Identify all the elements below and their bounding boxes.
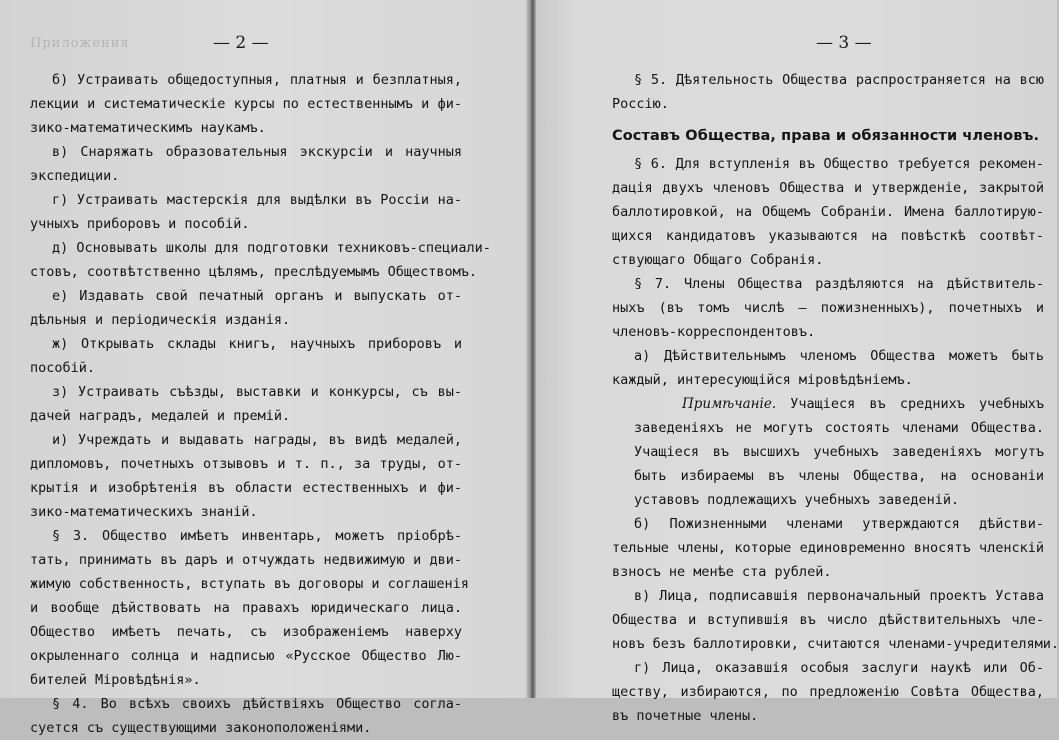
text-line: зико-математическихъ знанiй.: [30, 504, 258, 520]
text-line: ствующаго Общаго Собранiя.: [612, 252, 824, 268]
text-line: ществу, избираются, по предложенiю Совѣта Общества,: [612, 684, 1044, 700]
text-line: быть избираемы въ члены Общества, на основанiи: [634, 468, 1044, 484]
text-line: § 5. Дѣятельность Общества распространяется на всю: [634, 72, 1044, 88]
text-line: зико-математическимъ наукамъ.: [30, 120, 266, 136]
text-line: лекции и систематическiе курсы по естественнымъ и фи-: [30, 96, 462, 112]
text-line: окрыленнаго солнца и надписью «Русское Общество Лю-: [30, 648, 462, 664]
text-line: Россiю.: [612, 96, 669, 112]
text-line: в) Снаряжать образовательныя экскурсiи и научныя: [52, 144, 462, 160]
text-line: тать, принимать въ даръ и отчуждать недвижимую и дви-: [30, 552, 462, 568]
note-label: Примѣчанiе.: [682, 396, 777, 412]
right-page-text: [612, 68, 1059, 728]
text-line: дачей наградъ, медалей и премiй.: [30, 408, 291, 424]
text-line: Общества и вступившiя въ число дѣйствительныхъ чле-: [612, 612, 1044, 628]
text-line: г) Лица, оказавшiя особыя заслуги наукѣ или Об-: [634, 660, 1044, 676]
left-page-number: — 2 —: [213, 33, 269, 53]
right-page: [536, 0, 1059, 724]
text-line: и) Учреждать и выдавать награды, въ видѣ медалей,: [52, 432, 462, 448]
text-line: жимую собственность, вступать въ договоры и соглашенiя: [30, 576, 469, 592]
text-line: экспедиции.: [30, 168, 120, 184]
text-line: пособiй.: [30, 360, 96, 376]
text-line: членовъ-корреспондентовъ.: [612, 324, 816, 340]
text-line: Общество имѣетъ печать, съ изображенiемъ наверху: [30, 624, 462, 640]
text-line: Учащiеся въ высшихъ учебныхъ заведенiяхъ могутъ: [634, 444, 1044, 460]
text-line: ныхъ (въ томъ числѣ — пожизненныхъ), почетныхъ и: [612, 300, 1044, 316]
text-line: въ почетные члены.: [612, 708, 759, 724]
text-line: г) Устраивать мастерскiя для выдѣлки въ Россiи на-: [52, 192, 462, 208]
text-line: дацiя двухъ членовъ Общества и утвержденiе, закрытой: [612, 180, 1044, 196]
text-line: новъ безъ баллотировки, считаются членами-учредителями.: [612, 636, 1059, 652]
text-line: суется съ существующими законоположенiями.: [30, 720, 372, 736]
text-line: а) Дѣйствительнымъ членомъ Общества можетъ быть: [634, 348, 1044, 364]
text-line: § 7. Члены Общества раздѣляются на дѣйствитель-: [634, 276, 1044, 292]
text-line: уставовъ подлежащихъ учебныхъ заведенiй.: [634, 492, 960, 508]
text-line: каждый, интересующiйся мiровѣдѣнiемъ.: [612, 372, 913, 388]
text-line: крытiя и изобрѣтенiя въ области естественныхъ и фи-: [30, 480, 462, 496]
text-line: е) Издавать свой печатный органъ и выпускать от-: [52, 288, 462, 304]
left-page: [0, 0, 528, 736]
text-line: в) Лица, подписавшiя первоначальный проектъ Устава: [634, 588, 1044, 604]
text-line: стовъ, соотвѣтственно цѣлямъ, преслѣдуемымъ Обществомъ.: [30, 264, 478, 280]
bleed-through-text: Приложения: [30, 36, 130, 51]
text-line: учныхъ приборовъ и пособiй.: [30, 216, 250, 232]
text-line: дипломовъ, почетныхъ отзывовъ и т. п., за труды, от-: [30, 456, 462, 472]
text-line: и вообще дѣйствовать на правахъ юридическаго лица.: [30, 600, 462, 616]
text-line: [612, 392, 1044, 416]
left-page-text: [30, 68, 491, 740]
text-line: взносъ не менѣе ста рублей.: [612, 564, 832, 580]
text-line: б) Пожизненными членами утверждаются дѣйстви-: [634, 516, 1044, 532]
note-text: Учащiеся въ среднихъ учебныхъ: [776, 396, 1044, 412]
text-line: § 4. Во всѣхъ своихъ дѣйствiяхъ Общество согла-: [52, 696, 462, 712]
right-page-number: — 3 —: [816, 33, 872, 53]
text-line: д) Основывать школы для подготовки техниковъ-специали-: [52, 240, 491, 256]
text-line: бителей Мiровѣдѣнiя».: [30, 672, 201, 688]
text-line: ж) Открывать склады книгъ, научныхъ приборовъ и: [52, 336, 462, 352]
text-line: § 6. Для вступленiя въ Общество требуется рекомен-: [634, 156, 1044, 172]
text-line: заведенiяхъ не могутъ состоять членами Общества.: [634, 420, 1044, 436]
text-line: § 3. Общество имѣетъ инвентарь, можетъ прiобрѣ-: [52, 528, 462, 544]
section-heading: Составъ Общества, права и обязанности членовъ.: [612, 128, 1040, 144]
text-line: щихся кандидатовъ указываются на повѣсткѣ соотвѣт-: [612, 228, 1044, 244]
text-line: з) Устраивать съѣзды, выставки и конкурсы, съ вы-: [52, 384, 462, 400]
text-line: тельные члены, которые единовременно вносятъ членскiй: [612, 540, 1044, 556]
text-line: дѣльныя и перiодическiя изданiя.: [30, 312, 291, 328]
text-line: баллотировкой, на Общемъ Собранiи. Имена баллотирую-: [612, 204, 1044, 220]
text-line: б) Устраивать общедоступныя, платныя и безплатныя,: [52, 72, 462, 88]
